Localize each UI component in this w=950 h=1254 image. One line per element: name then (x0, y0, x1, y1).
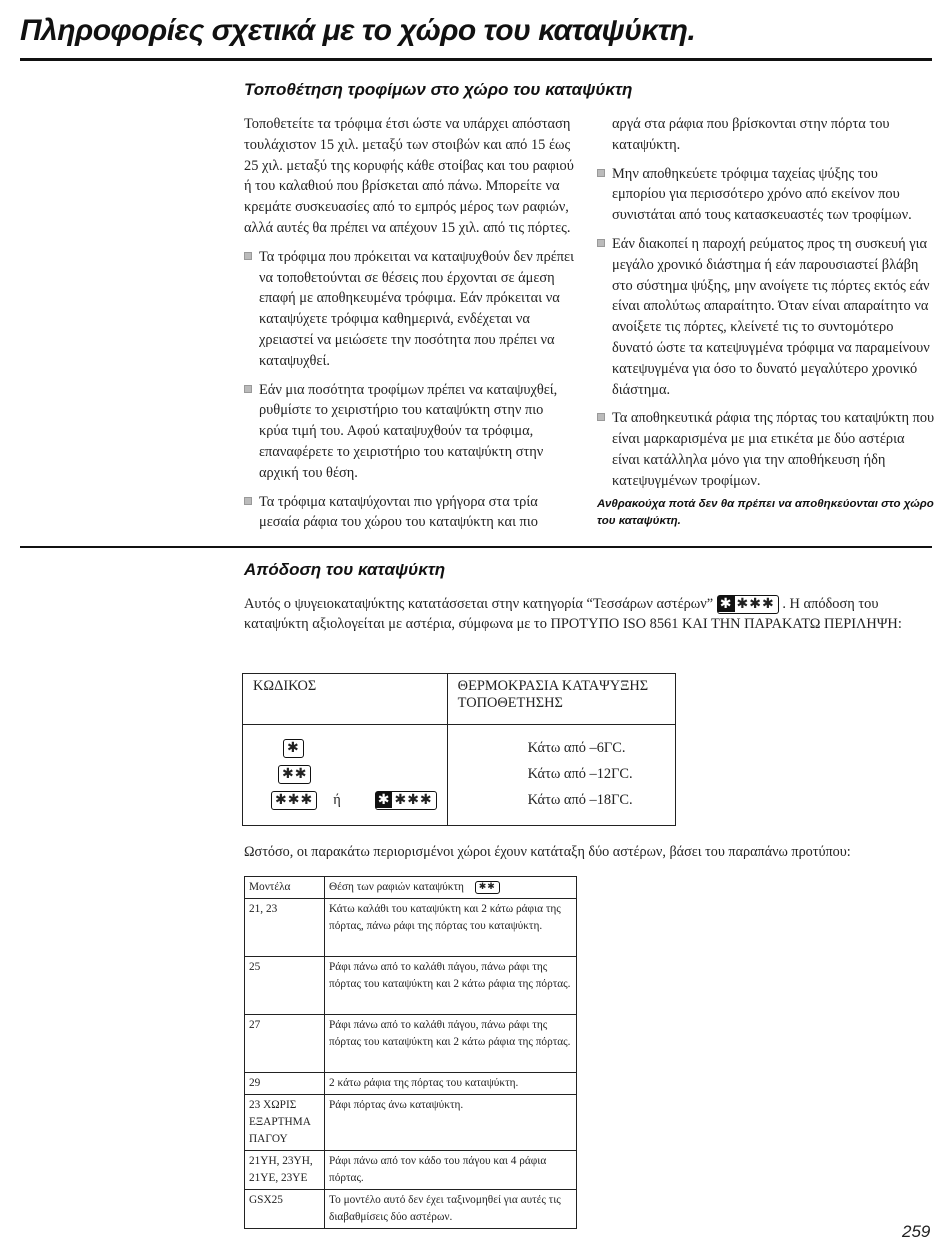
position-cell: Ράφι πάνω από το καλάθι πάγου, πάνω ράφι της πόρτας του καταψύκτη και 2 κάτω ράφια της πόρτας. (325, 957, 577, 1015)
two-star-icon: ✱✱ (278, 765, 311, 784)
bullet-text: Τα τρόφιμα καταψύχονται πιο γρήγορα στα τρία μεσαία ράφια του χώρου του καταψύκτη και πιο (259, 493, 538, 531)
placement-left-column (244, 114, 574, 541)
two-star-note: Ωστόσο, οι παρακάτω περιορισμένοι χώροι έχουν κατάταξη δύο αστέρων, βάσει του παραπάνω προτύπου: (244, 844, 851, 860)
section-heading-performance: Απόδοση του καταψύκτη (244, 560, 446, 579)
bullet-square-icon (597, 169, 605, 177)
table-header-code: ΚΩΔΙΚΟΣ (243, 674, 448, 725)
page-title: Πληροφορίες σχετικά με το χώρο του καταψύκτη. (20, 14, 696, 47)
placement-right-column (597, 114, 935, 530)
model-cell: 21, 23 (245, 899, 325, 957)
table-row (245, 1151, 577, 1190)
two-star-icon: ✱✱ (475, 881, 500, 894)
position-cell: Ράφι πόρτας άνω καταψύκτη. (325, 1095, 577, 1151)
table-row (245, 1095, 577, 1151)
bullet-item (597, 164, 935, 226)
three-star-icon: ✱✱✱ (271, 791, 317, 810)
four-star-rating-icon (717, 595, 779, 614)
intro-text-continued: . Η απόδοση του καταψύκτη αξιολογείται με αστέρια, σύμφωνα με το ΠΡΟΤΥΠΟ ISO 8561 ΚΑΙ ΤΗΝ ΠΑΡΑΚΑΤΩ ΠΕΡΙΛΗΨΗ: (244, 596, 902, 633)
table-row (245, 957, 577, 1015)
bullet-text: Μην αποθηκεύετε τρόφιμα ταχείας ψύξης του εμπορίου για περισσότερο χρόνο από εκείνον που συνιστάται από τους κατασκευαστές των τροφίμων. (612, 165, 912, 224)
title-rule (20, 58, 932, 61)
table-header-shelf-position: Θέση των ραφιών καταψύκτη ✱✱ (325, 877, 577, 899)
model-cell: 27 (245, 1015, 325, 1073)
bullet-item (597, 408, 935, 491)
freezing-star-icon: ✱ (377, 791, 391, 808)
two-star-models-table (244, 876, 577, 1229)
temperature-value: Κάτω από –6ΓC. (527, 740, 626, 756)
temperature-cell (447, 725, 675, 826)
performance-intro (244, 594, 934, 634)
table-row (245, 1015, 577, 1073)
bullet-item (244, 380, 574, 484)
or-word: ή (333, 791, 341, 808)
table-row (245, 1073, 577, 1095)
bullet-text: Εάν διακοπεί η παροχή ρεύματος προς τη συσκευή για μεγάλο χρονικό διάστημα ή εάν παρουσιαστεί βλάβη στο σύστημα ψύξης, μην ανοίγετε τις πόρτες εκτός εάν είναι απολύτως απαραίτητο. Όταν είναι απαραίτητο να ανοίξετε τις πόρτες, κλείνετέ τις το συντομότερο δυνατό ώστε τα κατεψυγμένα τρόφιμα να παραμείνουν κατεψυγμένα για όσο το δυνατό μεγαλύτερο χρονικό διάστημα. (612, 235, 930, 398)
paragraph-continued: αργά στα ράφια που βρίσκονται στην πόρτα του καταψύκτη. (612, 116, 890, 153)
temperature-value: Κάτω από –18ΓC. (527, 792, 633, 808)
model-cell: 21ΥΗ, 23ΥΗ, 21ΥΕ, 23ΥΕ (245, 1151, 325, 1190)
carbonated-drinks-warning: Ανθρακούχα ποτά δεν θα πρέπει να αποθηκεύονται στο χώρο του καταψύκτη. (597, 497, 934, 527)
bullet-square-icon (244, 497, 252, 505)
three-stars-icon: ✱✱✱ (394, 791, 433, 808)
model-cell: 29 (245, 1073, 325, 1095)
bullet-text: Τα αποθηκευτικά ράφια της πόρτας του καταψύκτη που είναι μαρκαρισμένα με μια ετικέτα με δύο αστέρια είναι κατάλληλα μόνο για την αποθήκευση ήδη κατεψυγμένων τροφίμων. (612, 410, 935, 489)
intro-text: Αυτός ο ψυγειοκαταψύκτης κατατάσσεται στην κατηγορία “Τεσσάρων αστέρων” (244, 596, 714, 612)
position-cell: Ράφι πάνω από τον κάδο του πάγου και 4 ράφια πόρτας. (325, 1151, 577, 1190)
table-row (245, 899, 577, 957)
table-header-models: Μοντέλα (245, 877, 325, 899)
model-cell: 23 ΧΩΡΙΣ ΕΞΑΡΤΗΜΑ ΠΑΓΟΥ (245, 1095, 325, 1151)
bullet-square-icon (597, 239, 605, 247)
bullet-text: Τα τρόφιμα που πρόκειται να καταψυχθούν δεν πρέπει να τοποθετούνται σε θέσεις που έρχονται σε άμεση επαφή με αποθηκευμένα τρόφιμα. Εάν πρόκειται να καταψύχετε τρόφιμα καθημερινά, ενδέχεται να χρειαστεί να μειώσετε την ποσότητα που πρέπει να καταψυχθεί. (259, 248, 574, 369)
bullet-item (244, 492, 574, 534)
section-divider (20, 546, 932, 548)
paragraph: Τοποθετείτε τα τρόφιμα έτσι ώστε να υπάρχει απόσταση τουλάχιστον 15 χιλ. μεταξύ των στοιβών και από 15 έως 25 χιλ. μεταξύ της κορυφής κάθε στοίβας και του ραφιού ή του καλαθιού που βρίσκεται από πάνω. Μπορείτε να κρεμάτε συσκευασίες από το εμπρός μέρος των ραφιών, αλλά αυτές θα πρέπει να απέχουν 15 χιλ. από τις πόρτες. (244, 116, 574, 236)
code-row-three-star (253, 787, 437, 813)
bullet-square-icon (244, 385, 252, 393)
position-cell: Το μοντέλο αυτό δεν έχει ταξινομηθεί για αυτές τις διαβαθμίσεις δύο αστέρων. (325, 1190, 577, 1229)
bullet-item (597, 234, 935, 400)
model-cell: 25 (245, 957, 325, 1015)
temperature-value: Κάτω από –12ΓC. (527, 766, 633, 782)
position-cell: Ράφι πάνω από το καλάθι πάγου, πάνω ράφι της πόρτας του καταψύκτη και 2 κάτω ράφια της πόρτας. (325, 1015, 577, 1073)
table-header-temperature: ΘΕΡΜΟΚΡΑΣΙΑ ΚΑΤΑΨΥΞΗΣ ΤΟΠΟΘΕΤΗΣΗΣ (447, 674, 675, 725)
three-stars-icon: ✱✱✱ (736, 596, 775, 613)
code-row-two-star (253, 761, 437, 787)
page-number: 259 (902, 1222, 931, 1241)
four-star-rating-icon (375, 791, 437, 810)
table-row (245, 1190, 577, 1229)
bullet-square-icon (597, 413, 605, 421)
position-cell: 2 κάτω ράφια της πόρτας του καταψύκτη. (325, 1073, 577, 1095)
section-heading-placement: Τοποθέτηση τροφίμων στο χώρο του καταψύκτη (244, 80, 633, 99)
star-rating-table (242, 673, 676, 826)
bullet-item (244, 247, 574, 372)
freezing-star-icon: ✱ (719, 596, 733, 613)
code-row-one-star (253, 735, 437, 761)
rating-codes-cell (243, 725, 448, 826)
one-star-icon: ✱ (283, 739, 304, 758)
position-cell: Κάτω καλάθι του καταψύκτη και 2 κάτω ράφια της πόρτας, πάνω ράφι της πόρτας του καταψύκτη. (325, 899, 577, 957)
model-cell: GSX25 (245, 1190, 325, 1229)
bullet-square-icon (244, 252, 252, 260)
bullet-text: Εάν μια ποσότητα τροφίμων πρέπει να καταψυχθεί, ρυθμίστε το χειριστήριο του καταψύκτη στην πιο κρύα τιμή του. Αφού καταψυχθούν τα τρόφιμα, επαναφέρετε το χειριστήριο του καταψύκτη στην αρχική του θέση. (259, 381, 558, 481)
